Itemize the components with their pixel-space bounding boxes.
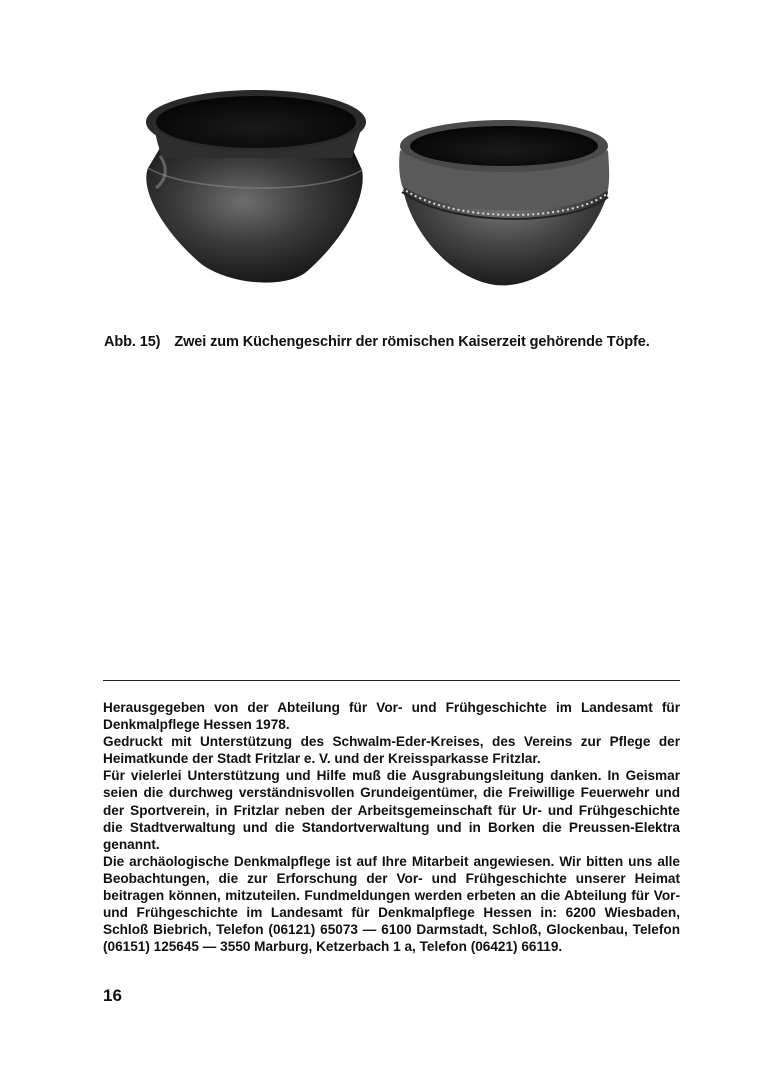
acknowledgement-paragraph: Für vielerlei Unterstützung und Hilfe muß die Ausgrabungsleitung danken. In Geismar seien die durchweg verständnisvollen Grundeigentümer, die Freiwillige Feuerwehr und der Sportverein, in Fritzlar neben der Arbeitsgemeinschaft für Ur- und Frühgeschichte die Stadtverwaltung und die Standortverwaltung und in Borken die Preussen-Elektra genannt. xyxy=(103,768,680,852)
publisher-paragraph: Herausgegeben von der Abteilung für Vor- und Frühgeschichte im Landesamt für Denkmalpflege Hessen 1978. xyxy=(103,700,680,733)
right-pot xyxy=(399,120,609,285)
pottery-photograph xyxy=(130,78,620,303)
sponsor-paragraph: Gedruckt mit Unterstützung des Schwalm-Eder-Kreises, des Vereins zur Pflege der Heimatkunde der Stadt Fritzlar e. V. und der Kreissparkasse Fritzlar. xyxy=(103,734,680,767)
colophon xyxy=(103,699,680,955)
figure-number: Abb. 15) xyxy=(104,334,161,350)
page-number: 16 xyxy=(103,986,122,1005)
left-pot xyxy=(146,90,366,283)
contact-paragraph: Die archäologische Denkmalpflege ist auf Ihre Mitarbeit angewiesen. Wir bitten uns alle Beobachtungen, die zur Erforschung der Vor- und Frühgeschichte unserer Heimat beitragen können, mitzuteilen. Fundmeldungen werden erbeten an die Abteilung für Vor- und Frühgeschichte im Landesamt für Denkmalpflege Hessen in: 6200 Wiesbaden, Schloß Biebrich, Telefon (06121) 65073 — 6100 Darmstadt, Schloß, Glockenbau, Telefon (06151) 125645 — 3550 Marburg, Ketzerbach 1 a, Telefon (06421) 66119. xyxy=(103,853,680,955)
section-divider xyxy=(103,680,680,681)
figure-caption-text: Zwei zum Küchengeschirr der römischen Kaiserzeit gehörende Töpfe. xyxy=(174,334,650,350)
figure-caption xyxy=(104,334,704,350)
